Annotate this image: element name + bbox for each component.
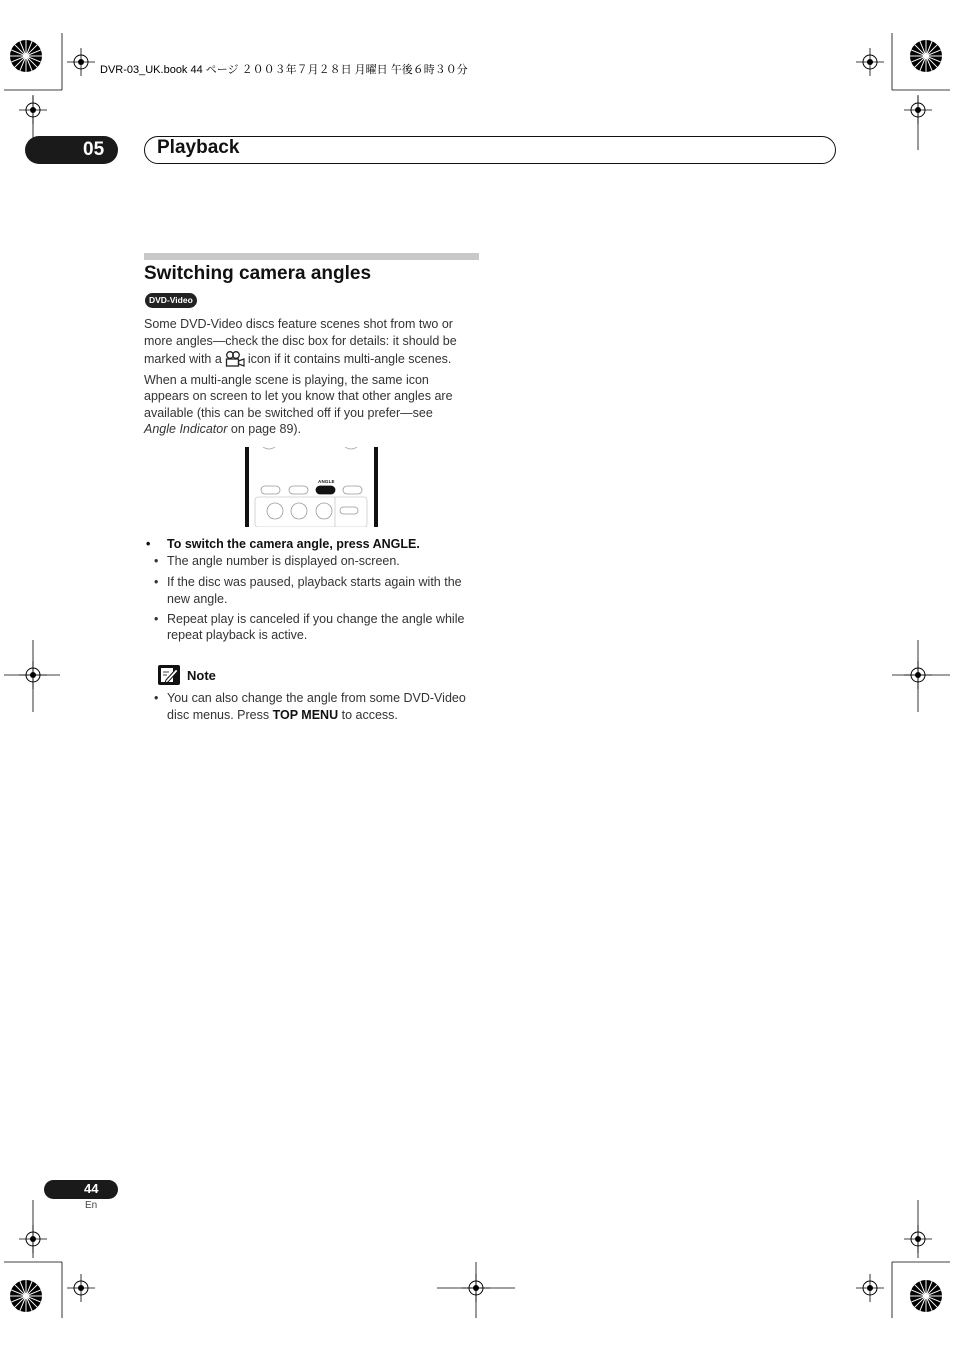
top-menu-ref: TOP MENU — [272, 707, 339, 722]
section-title: Switching camera angles — [144, 263, 372, 284]
intro-line-part: marked with a — [144, 352, 222, 366]
intro-line: available (this can be switched off if you prefer—see — [144, 405, 433, 420]
list-item — [154, 611, 484, 644]
chapter-title: Playback — [157, 137, 240, 158]
bullet: • — [154, 554, 159, 568]
instruction-text: To switch the camera angle, press ANGLE. — [167, 537, 420, 551]
list-item — [154, 690, 484, 723]
page-number: 44 — [84, 1181, 99, 1196]
star-target-bottom-right — [910, 1280, 942, 1312]
camera-angle-icon — [225, 351, 245, 372]
star-target-top-left — [10, 40, 42, 72]
dvd-video-badge: DVD-Video — [145, 293, 197, 308]
list-item-text: Repeat play is canceled if you change the angle while repeat playback is active. — [167, 611, 465, 642]
section-rule — [144, 253, 479, 260]
chapter-title-bar — [144, 136, 836, 164]
print-header: DVR-03_UK.book 44 ページ ２００３年７月２８日 月曜日 午後６時３０分 — [100, 64, 468, 76]
angle-button-label: ANGLE — [318, 479, 335, 484]
note-label: Note — [187, 668, 216, 683]
intro-line: When a multi-angle scene is playing, the same icon — [144, 372, 429, 387]
intro-paragraph — [144, 316, 480, 438]
page-number-box — [44, 1180, 142, 1199]
registration-mark-icon — [19, 48, 932, 1302]
crop-lines — [4, 33, 950, 1318]
list-item — [154, 574, 484, 607]
list-item-text: The angle number is displayed on-screen. — [167, 554, 400, 568]
remote-illustration — [245, 447, 379, 527]
list-item — [154, 553, 484, 570]
star-target-top-right — [910, 40, 942, 72]
intro-line-part: on page 89). — [227, 422, 302, 436]
bullet: • — [154, 611, 159, 626]
intro-line-with-icon — [144, 351, 480, 372]
instruction-sub-list — [154, 553, 484, 647]
bullet: • — [154, 691, 159, 705]
note-pencil-icon — [158, 665, 180, 685]
chapter-number: 05 — [83, 139, 105, 160]
intro-line-part: icon if it contains multi-angle scenes. — [247, 352, 452, 366]
bullet: • — [154, 575, 159, 589]
intro-line: more angles—check the disc box for details: it should be — [144, 333, 457, 348]
intro-line: Some DVD-Video discs feature scenes shot from two or — [144, 317, 453, 331]
intro-line — [144, 421, 480, 438]
page-language: En — [85, 1200, 98, 1211]
intro-line: appears on screen to let you know that other angles are — [144, 389, 453, 403]
note-text-end: to access. — [338, 707, 398, 722]
angle-indicator-ref: Angle Indicator — [144, 422, 228, 436]
bullet: • — [146, 537, 151, 551]
note-text: You can also change the angle from some DVD-Video disc menus. Press — [167, 691, 466, 722]
note-list — [154, 690, 484, 727]
star-target-bottom-left — [10, 1280, 42, 1312]
list-item-text: If the disc was paused, playback starts again with the new angle. — [167, 575, 462, 606]
